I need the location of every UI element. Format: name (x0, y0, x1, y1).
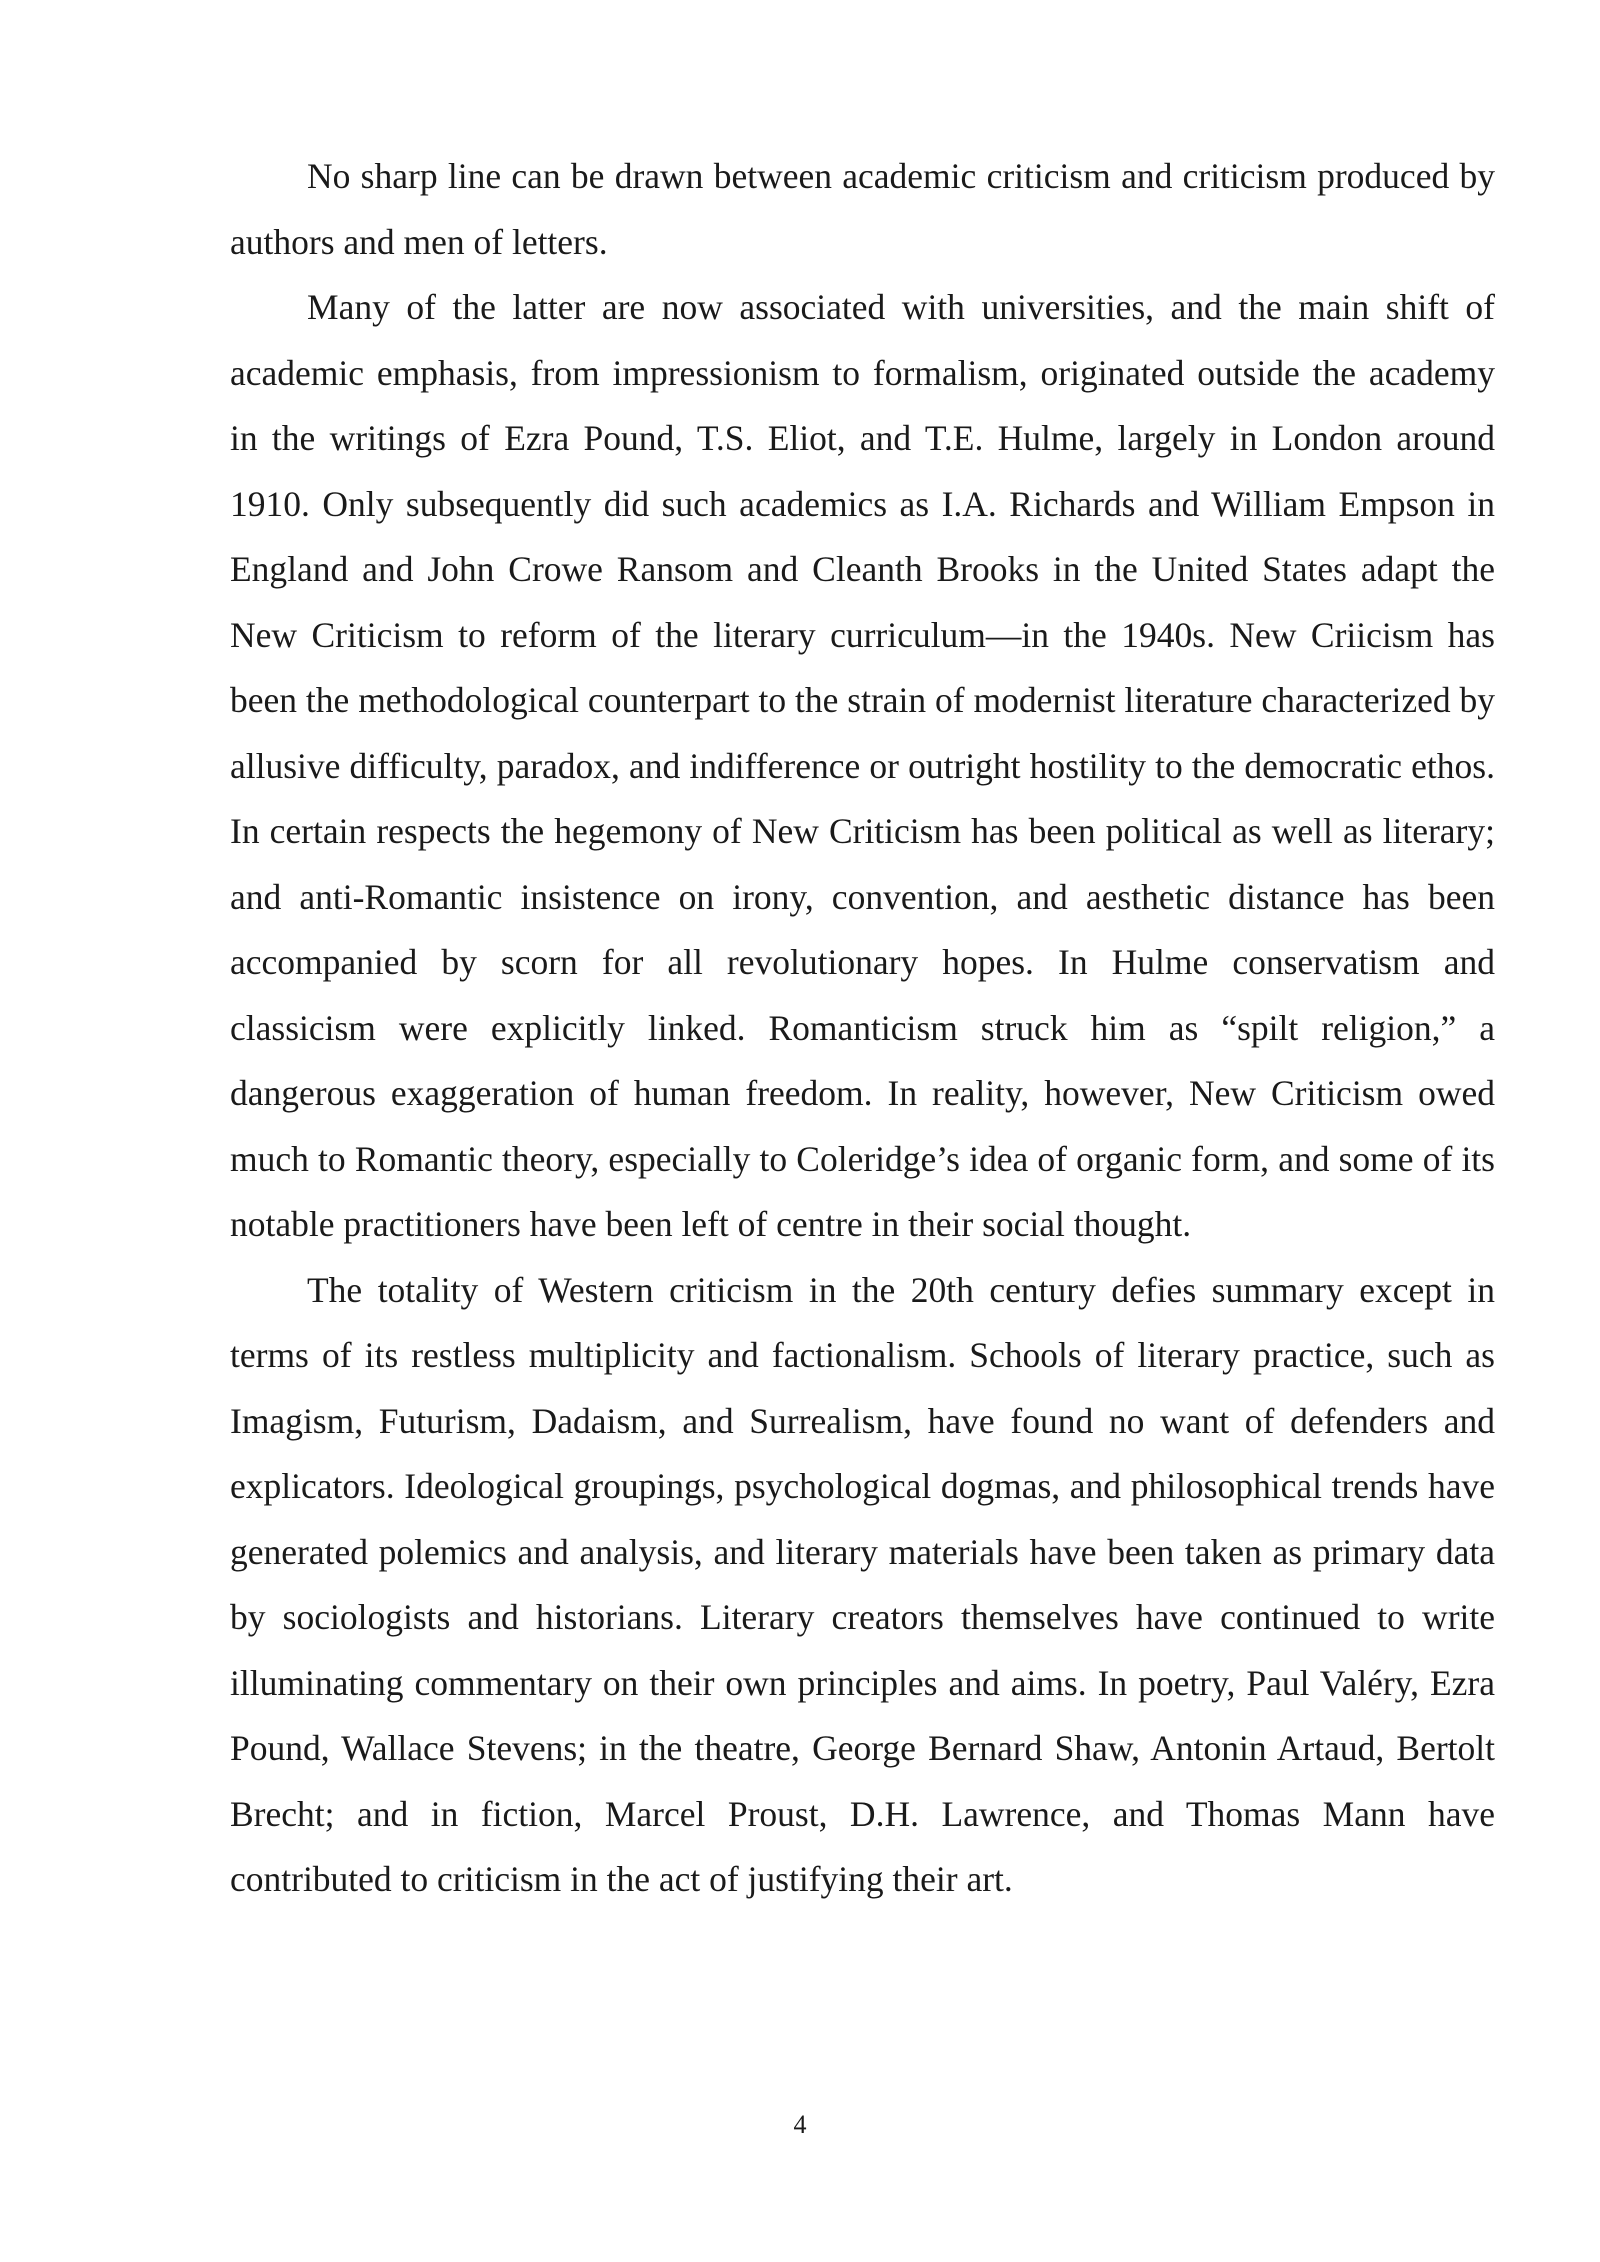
page-number: 4 (793, 2110, 807, 2139)
body-text (230, 144, 1495, 1913)
paragraph-3: The totality of Western criticism in the 20th century defies summary except in terms of its restless multiplicity and factionalism. Schools of literary practice, such as Imagism, Futurism, Dadaism, and Surrealism, have found no want of defenders and explicators. Ideological groupings, psychological dogmas, and philosophical trends have generated polemics and analysis, and literary materials have been taken as primary data by sociologists and historians. Literary creators themselves have continued to write illuminating commentary on their own principles and aims. In poetry, Paul Valéry, Ezra Pound, Wallace Stevens; in the theatre, George Bernard Shaw, Antonin Artaud, Bertolt Brecht; and in fiction, Marcel Proust, D.H. Lawrence, and Thomas Mann have contributed to criticism in the act of justifying their art. (230, 1269, 1495, 1899)
paragraph-1: No sharp line can be drawn between academic criticism and criticism produced by authors and men of letters. (230, 156, 1495, 262)
paragraph-2: Many of the latter are now associated with universities, and the main shift of academic emphasis, from impressionism to formalism, originated outside the academy in the writings of Ezra Pound, T.S. Eliot, and T.E. Hulme, largely in London around 1910. Only subsequently did such academics as I.A. Richards and William Empson in England and John Crowe Ransom and Cleanth Brooks in the United States adapt the New Criticism to reform of the literary curriculum—in the 1940s. New Criicism has been the methodological counterpart to the strain of modernist literature characterized by allusive difficulty, paradox, and indifference or outright hostility to the democratic ethos. In certain respects the hegemony of New Criticism has been political as well as literary; and anti-Romantic insistence on irony, convention, and aesthetic distance has been accompanied by scorn for all revolutionary hopes. In Hulme conservatism and classicism were explicitly linked. Romanticism struck him as “spilt religion,” a dangerous exaggeration of human freedom. In reality, however, New Criticism owed much to Romantic theory, especially to Coleridge’s idea of organic form, and some of its notable practitioners have been left of centre in their social thought. (230, 287, 1495, 1244)
